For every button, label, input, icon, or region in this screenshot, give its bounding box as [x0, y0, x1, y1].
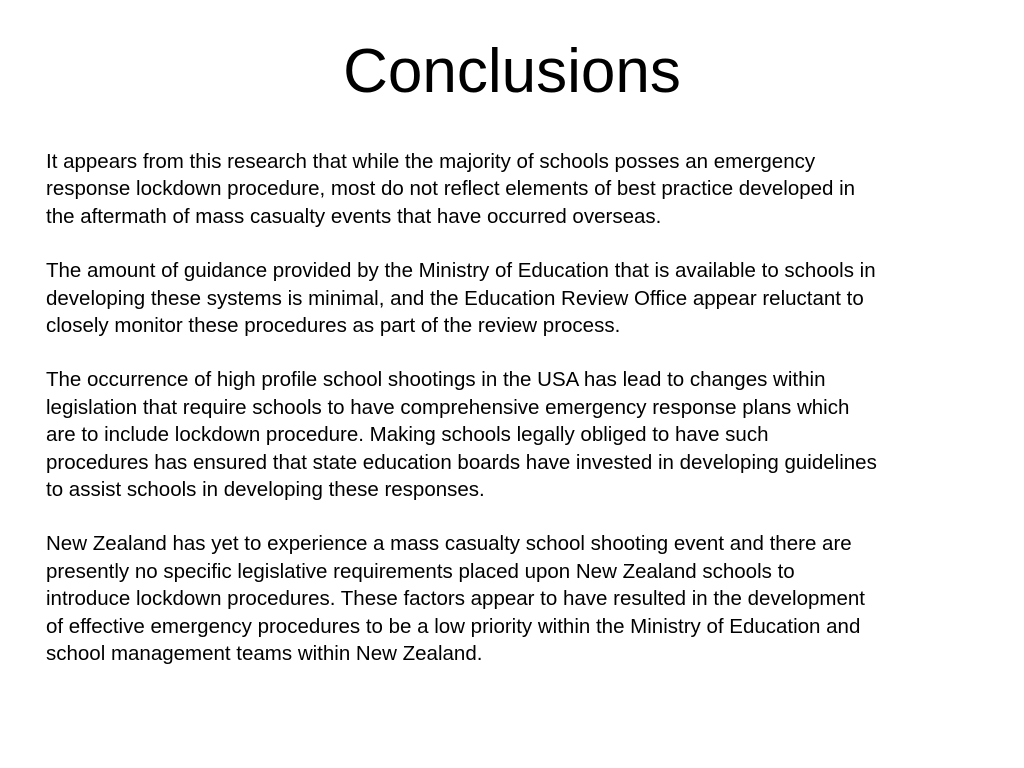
paragraph-research-findings: It appears from this research that while the majority of schools posses an emergency response lockdown procedure, most do not reflect elements of best practice developed in the aftermath of mass casualty events that have occurred overseas. — [46, 150, 856, 228]
paragraph-usa-legislation: The occurrence of high profile school shootings in the USA has lead to changes within legislation that require schools to have comprehensive emergency response plans which are to include lockdown procedure. Making schools legally obliged to have such procedures has ensured that state education boards have invested in developing guidelines to assist schools in developing these responses. — [46, 368, 877, 502]
paragraph-new-zealand-context: New Zealand has yet to experience a mass casualty school shooting event and there are presently no specific legislative requirements placed upon New Zealand schools to introduce lockdown procedures. These factors appear to have resulted in the development of effective emergency procedures to be a low priority within the Ministry of Education and school management teams within New Zealand. — [46, 532, 865, 666]
slide-title: Conclusions — [343, 37, 681, 106]
slide-body — [46, 148, 996, 695]
paragraph-ministry-guidance: The amount of guidance provided by the Ministry of Education that is available to schools in developing these systems is minimal, and the Education Review Office appear reluctant to closely monitor these procedures as part of the review process. — [46, 259, 876, 338]
